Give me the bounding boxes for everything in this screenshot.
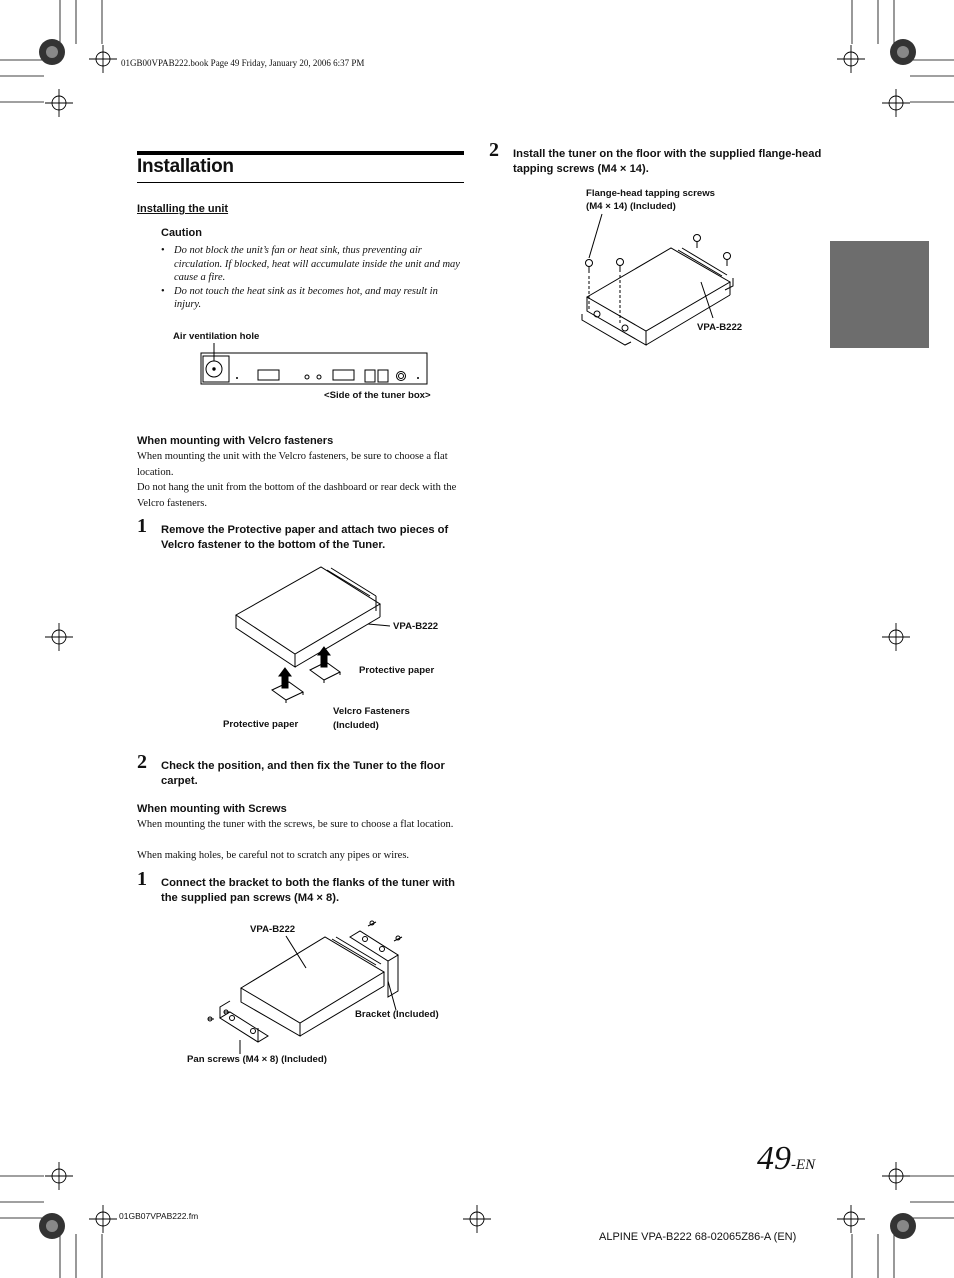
flange-screws-included: (M4 × 14) (Included)	[586, 201, 676, 212]
screws-paragraph-2: When making holes, be careful not to scratch any pipes or wires.	[137, 850, 410, 861]
velcro-model-label: VPA-B222	[393, 621, 439, 632]
product-code: ALPINE VPA-B222 68-02065Z86-A (EN)	[599, 1231, 797, 1243]
velcro-paragraph-1: When mounting the unit with the Velcro fasteners, be sure to choose a flat location.	[137, 451, 448, 478]
velcro-step-2: Check the position, and then fix the Tuner to the floor carpet.	[161, 760, 445, 787]
title-rule-bottom	[137, 182, 464, 183]
protective-paper-label-left: Protective paper	[223, 719, 299, 730]
velcro-heading: When mounting with Velcro fasteners	[137, 435, 334, 447]
caution-heading: Caution	[161, 227, 202, 239]
caution-list	[161, 244, 464, 312]
air-ventilation-label: Air ventilation hole	[173, 331, 260, 342]
step-number: 1	[137, 868, 147, 890]
velcro-figure	[230, 566, 390, 716]
page-number-suffix: -EN	[791, 1157, 816, 1173]
page-number	[757, 1140, 815, 1178]
step-number: 1	[137, 515, 147, 537]
fm-file-name: 01GB07VPAB222.fm	[119, 1211, 199, 1221]
pan-screws-label: Pan screws (M4 × 8) (Included)	[187, 1054, 327, 1065]
bracket-included-label: Bracket (Included)	[355, 1009, 439, 1020]
tuner-side-figure	[200, 343, 430, 385]
velcro-paragraph-2: Do not hang the unit from the bottom of the dashboard or rear deck with the Velcro fasteners.	[137, 482, 457, 509]
title-rule-top	[137, 151, 464, 155]
step-number: 2	[489, 139, 499, 161]
screws-step-2: Install the tuner on the floor with the supplied flange-head tapping screws (M4 × 14).	[513, 148, 822, 175]
screws-heading: When mounting with Screws	[137, 803, 287, 815]
page-title: Installation	[137, 156, 234, 177]
caution-item: • Do not block the unit’s fan or heat sink, thus preventing air circulation. If blocked, heat will accumulate inside the unit and may cause a fire.	[161, 244, 464, 285]
page-number-value: 49	[757, 1140, 791, 1177]
velcro-fasteners-label: Velcro Fasteners	[333, 706, 410, 717]
screws-step-1: Connect the bracket to both the flanks of the tuner with the supplied pan screws (M4 × 8).	[161, 877, 455, 904]
section-side-tab	[830, 241, 929, 348]
bracket-model-label: VPA-B222	[250, 924, 296, 935]
caution-item: • Do not touch the heat sink as it becomes hot, and may result in injury.	[161, 285, 464, 312]
protective-paper-label-right: Protective paper	[359, 665, 435, 676]
floor-model-label: VPA-B222	[697, 322, 743, 333]
velcro-step-1: Remove the Protective paper and attach two pieces of Velcro fastener to the bottom of the Tuner.	[161, 524, 449, 551]
step-number: 2	[137, 751, 147, 773]
flange-screws-label: Flange-head tapping screws	[586, 188, 716, 199]
bracket-figure	[200, 915, 410, 1055]
section-subtitle: Installing the unit	[137, 203, 229, 215]
book-info-header: 01GB00VPAB222.book Page 49 Friday, January 20, 2006 6:37 PM	[121, 58, 365, 68]
screws-paragraph-1: When mounting the tuner with the screws, be sure to choose a flat location.	[137, 819, 454, 830]
velcro-fasteners-included: (Included)	[333, 720, 379, 731]
tuner-side-caption: <Side of the tuner box>	[324, 390, 431, 401]
